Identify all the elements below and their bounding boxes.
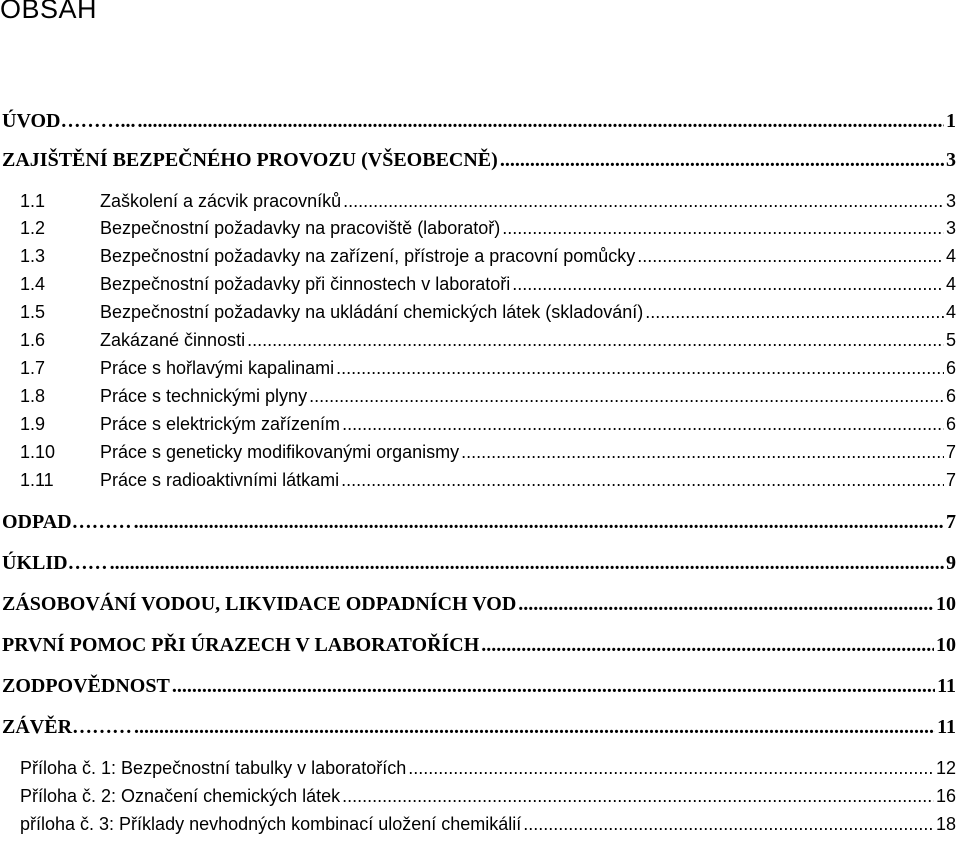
toc-leader-dots xyxy=(645,303,944,321)
toc-entry-title: příloha č. 3: Příklady nevhodných kombinací uložení chemikálií xyxy=(20,814,522,834)
toc-entry-number: 1.5 xyxy=(20,302,46,322)
toc-page-number: 3 xyxy=(945,191,956,211)
toc-page-number: 6 xyxy=(945,386,956,406)
toc-leader-dots xyxy=(110,553,944,573)
toc-page-number: 7 xyxy=(946,511,956,533)
toc-entry-title: Práce s radioaktivními látkami xyxy=(100,470,340,490)
toc-entry-title: Příloha č. 2: Označení chemických látek xyxy=(20,786,341,806)
toc-entry-title: Zakázané činnosti xyxy=(100,330,246,350)
toc-leader-dots xyxy=(342,787,934,805)
toc-leader-dots xyxy=(523,815,934,833)
toc-entry-title: ÚKLID…… xyxy=(2,552,108,574)
toc-page-number: 11 xyxy=(937,716,956,738)
toc-leader-dots xyxy=(172,676,935,696)
toc-entry-1-6[interactable] xyxy=(2,331,956,349)
toc-entry-title: Práce s technickými plyny xyxy=(100,386,308,406)
toc-entry-1-5[interactable] xyxy=(2,303,956,321)
toc-page-number: 10 xyxy=(936,634,956,656)
toc-entry-title: ZÁVĚR……… xyxy=(2,716,133,738)
toc-page-number: 4 xyxy=(945,246,956,266)
toc-entry-number: 1.2 xyxy=(20,218,46,238)
toc-entry-1-7[interactable] xyxy=(2,359,956,377)
toc-entry-title: Bezpečnostní požadavky na zařízení, přístroje a pracovní pomůcky xyxy=(100,246,636,266)
toc-entry-title: Práce s elektrickým zařízením xyxy=(100,414,341,434)
page-title: OBSAH xyxy=(0,0,98,24)
toc-entry-title: Příloha č. 1: Bezpečnostní tabulky v laboratořích xyxy=(20,758,407,778)
toc-page-number: 5 xyxy=(945,330,956,350)
toc-entry-1-11[interactable] xyxy=(2,471,956,489)
toc-leader-dots xyxy=(134,512,944,532)
toc-entry-1-1[interactable] xyxy=(2,192,956,210)
toc-entry-number: 1.11 xyxy=(20,470,54,490)
toc-entry-title: Práce s geneticky modifikovanými organismy xyxy=(100,442,460,462)
toc-entry-number: 1.9 xyxy=(20,414,46,434)
toc-entry-1-8[interactable] xyxy=(2,387,956,405)
toc-entry-title: Bezpečnostní požadavky na pracoviště (laboratoř) xyxy=(100,218,501,238)
toc-entry-title: ZODPOVĚDNOST xyxy=(2,675,170,697)
toc-entry-zaver[interactable] xyxy=(2,717,956,737)
toc-leader-dots xyxy=(518,594,934,614)
toc-leader-dots xyxy=(336,359,944,377)
toc-entry-priloha-2[interactable] xyxy=(20,787,956,805)
toc-entry-uklid[interactable] xyxy=(2,553,956,573)
toc-entry-title: ZAJIŠTĚNÍ BEZPEČNÉHO PROVOZU (VŠEOBECNĚ) xyxy=(2,149,498,171)
toc-page-number: 1 xyxy=(946,110,956,132)
toc-entry-number: 1.10 xyxy=(20,442,56,462)
toc-entry-number: 1.7 xyxy=(20,358,46,378)
toc-entry-title: ÚVOD………... xyxy=(2,110,136,132)
toc-entry-title: ODPAD……… xyxy=(2,511,132,533)
toc-page-number: 6 xyxy=(945,358,956,378)
toc-leader-dots xyxy=(309,387,944,405)
toc-entry-title: Práce s hořlavými kapalinami xyxy=(100,358,335,378)
toc-entry-title: ZÁSOBOVÁNÍ VODOU, LIKVIDACE ODPADNÍCH VOD xyxy=(2,593,517,615)
toc-entry-zasobovani[interactable] xyxy=(2,594,956,614)
toc-leader-dots xyxy=(343,192,944,210)
toc-entry-1-10[interactable] xyxy=(2,443,956,461)
toc-leader-dots xyxy=(341,471,944,489)
toc-page-number: 7 xyxy=(945,442,956,462)
toc-entry-odpad[interactable] xyxy=(2,512,956,532)
toc-entry-1-9[interactable] xyxy=(2,415,956,433)
toc-entry-1-2[interactable] xyxy=(2,219,956,237)
toc-leader-dots xyxy=(512,275,944,293)
toc-entry-prvni-pomoc[interactable] xyxy=(2,635,956,655)
toc-leader-dots xyxy=(247,331,944,349)
toc-leader-dots xyxy=(500,150,944,170)
toc-page-number: 4 xyxy=(945,302,956,322)
toc-page-number: 4 xyxy=(945,274,956,294)
toc-page-number: 18 xyxy=(935,814,956,834)
toc-entry-number: 1.4 xyxy=(20,274,46,294)
toc-leader-dots xyxy=(408,759,934,777)
toc-entry-title: PRVNÍ POMOC PŘI ÚRAZECH V LABORATOŘÍCH xyxy=(2,634,480,656)
toc-page-number: 3 xyxy=(945,218,956,238)
toc-entry-zodpovednost[interactable] xyxy=(2,676,956,696)
toc-entry-zajisteni[interactable] xyxy=(2,150,956,170)
toc-entry-priloha-3[interactable] xyxy=(20,815,956,833)
toc-page-number: 3 xyxy=(946,149,956,171)
toc-page-number: 11 xyxy=(937,675,956,697)
toc-leader-dots xyxy=(637,247,944,265)
toc-entry-priloha-1[interactable] xyxy=(20,759,956,777)
toc-entry-1-3[interactable] xyxy=(2,247,956,265)
toc-entry-number: 1.6 xyxy=(20,330,46,350)
toc-leader-dots xyxy=(461,443,944,461)
toc-page-number: 10 xyxy=(936,593,956,615)
toc-page-number: 9 xyxy=(946,552,956,574)
toc-entry-title: Bezpečnostní požadavky na ukládání chemických látek (skladování) xyxy=(100,302,644,322)
toc-entry-title: Zaškolení a zácvik pracovníků xyxy=(100,191,342,211)
toc-leader-dots xyxy=(138,111,945,131)
toc-leader-dots xyxy=(481,635,934,655)
toc-entry-uvod[interactable] xyxy=(2,111,956,131)
toc-page-number: 6 xyxy=(945,414,956,434)
toc-leader-dots xyxy=(502,219,944,237)
toc-entry-number: 1.8 xyxy=(20,386,46,406)
toc-entry-1-4[interactable] xyxy=(2,275,956,293)
toc-page-number: 7 xyxy=(945,470,956,490)
toc-entry-number: 1.3 xyxy=(20,246,46,266)
toc-entry-title: Bezpečnostní požadavky při činnostech v laboratoři xyxy=(100,274,511,294)
toc-leader-dots xyxy=(134,717,935,737)
toc-page-number: 12 xyxy=(935,758,956,778)
toc-entry-number: 1.1 xyxy=(20,191,46,211)
toc-page-number: 16 xyxy=(935,786,956,806)
toc-leader-dots xyxy=(342,415,944,433)
